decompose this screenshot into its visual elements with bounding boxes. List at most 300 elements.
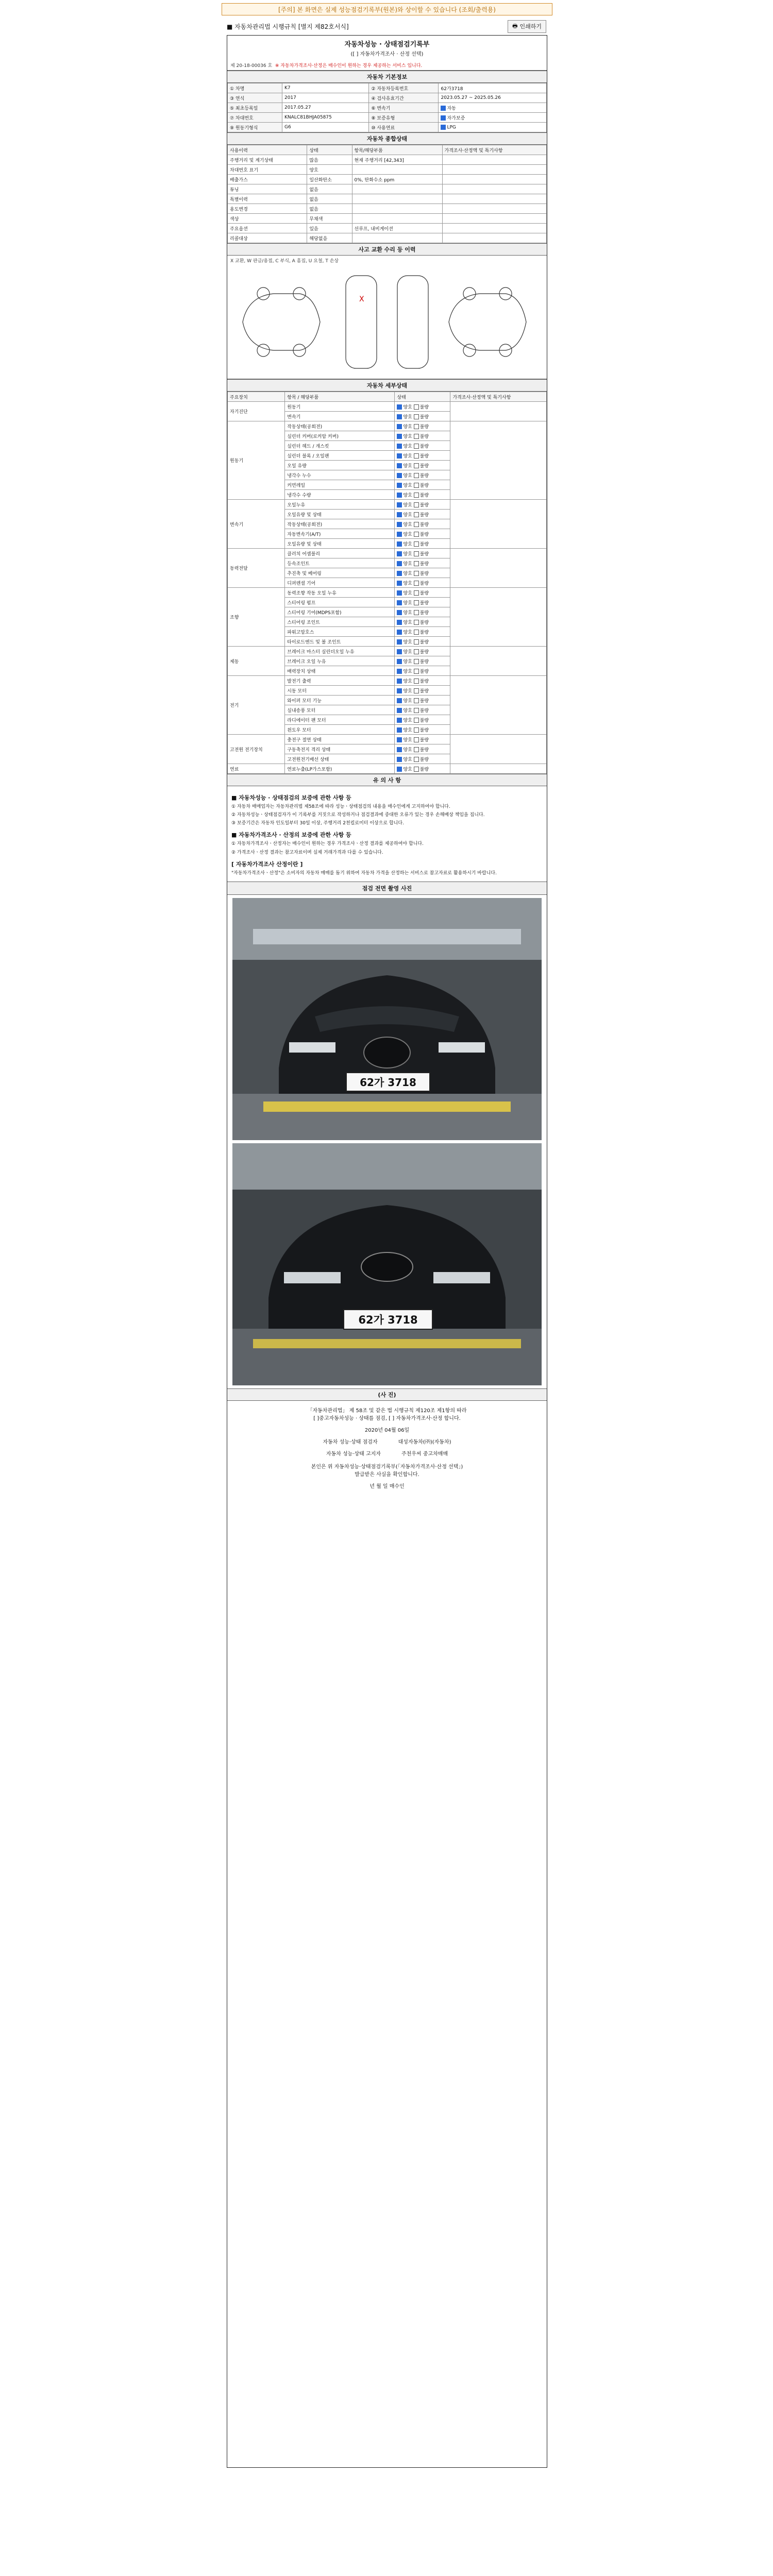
table-row <box>228 647 547 656</box>
doc-number-row <box>227 60 547 70</box>
state-good-label: 양호 <box>403 424 412 430</box>
doc-subtitle: ([ ] 자동차가격조사 · 산정 선택) <box>350 52 424 57</box>
table-row <box>228 175 547 184</box>
checkbox-icon <box>414 679 419 684</box>
detail-item: 스티어링 기어(MDPS포함) <box>285 607 395 617</box>
checkbox-icon <box>414 453 419 459</box>
status-cell: 0%, 탄화수소 ppm <box>352 175 442 184</box>
detail-item: 실린더 블록 / 오일팬 <box>285 451 395 461</box>
state-good-label: 양호 <box>403 414 412 420</box>
detail-group: 고전원 전기장치 <box>228 735 285 764</box>
front-photo-1 <box>232 898 542 1140</box>
state-good-label: 양호 <box>403 541 412 547</box>
detail-item: 클러치 어셈블리 <box>285 549 395 558</box>
state-bad-label: 불량 <box>419 414 429 420</box>
detail-state <box>395 705 450 715</box>
detail-item: 구동축전지 격리 상태 <box>285 744 395 754</box>
state-good-label: 양호 <box>403 757 412 762</box>
status-cell: 차대번호 표기 <box>228 165 307 175</box>
table-header-row <box>228 392 547 402</box>
accident-title: 사고 교환 수리 등 이력 <box>227 243 547 256</box>
checkbox-icon <box>414 698 419 703</box>
checkbox-icon <box>414 571 419 576</box>
signoff-foot: 발급받은 사실을 확인합니다. <box>355 1471 419 1478</box>
detail-item: 윈도우 모터 <box>285 725 395 735</box>
detail-state <box>395 549 450 558</box>
table-row <box>228 103 547 113</box>
basic-label: ⑨ 원동기형식 <box>228 123 282 132</box>
detail-state <box>395 715 450 725</box>
basic-label: ② 자동차등록번호 <box>369 83 439 93</box>
basic-label: ④ 검사유효기간 <box>369 93 439 103</box>
detail-item: 자동변속기(A/T) <box>285 529 395 539</box>
detail-remark <box>450 647 547 676</box>
detail-item: 스티어링 조인트 <box>285 617 395 627</box>
checkbox-icon <box>414 669 419 674</box>
checkbox-icon <box>414 463 419 468</box>
state-bad-label: 불량 <box>419 590 429 596</box>
table-row <box>228 500 547 510</box>
checkbox-icon <box>414 512 419 517</box>
state-good-label: 양호 <box>403 473 412 479</box>
status-cell: 리콜대상 <box>228 233 307 243</box>
state-good-label: 양호 <box>403 659 412 665</box>
signoff-line: 「자동차관리법」 제 58조 및 같은 법 시행규칙 제120조 제1항의 따라 <box>307 1408 467 1414</box>
detail-group: 자기진단 <box>228 402 285 421</box>
table-row <box>228 402 547 412</box>
checkbox-icon <box>397 541 402 547</box>
table-row <box>228 421 547 431</box>
state-good-label: 양호 <box>403 727 412 733</box>
status-cell: 상태 <box>307 145 352 155</box>
checkbox-icon <box>414 659 419 664</box>
basic-value: 2023.05.27 ~ 2025.05.26 <box>439 93 547 103</box>
detail-item: 냉각수 누수 <box>285 470 395 480</box>
status-cell: 무채색 <box>307 214 352 224</box>
state-bad-label: 불량 <box>419 659 429 665</box>
detail-item: 연료누출(LP가스포함) <box>285 764 395 774</box>
state-bad-label: 불량 <box>419 698 429 704</box>
detail-group: 전기 <box>228 676 285 735</box>
status-cell: 선루프, 내비게이션 <box>352 224 442 233</box>
notes-paragraph: ③ 보증기간은 자동차 인도일부터 30일 이상, 주행거리 2천킬로미터 이상으로 합니다. <box>231 821 404 826</box>
status-cell: 없음 <box>307 204 352 214</box>
checkbox-icon <box>397 698 402 703</box>
state-bad-label: 불량 <box>419 630 429 635</box>
detail-state <box>395 558 450 568</box>
table-row <box>228 204 547 214</box>
detail-item: 브레이크 오일 누유 <box>285 656 395 666</box>
state-bad-label: 불량 <box>419 473 429 479</box>
form-reference: ■ 자동차관리법 시행규칙 [별지 제82호서식] <box>227 23 349 30</box>
notes-paragraph: ① 자동차 매매업자는 자동차관리법 제58조에 따라 성능ㆍ상태점검의 내용을 매수인에게 고지하여야 합니다. <box>231 804 450 809</box>
checkbox-icon <box>414 639 419 645</box>
detail-state <box>395 490 450 500</box>
detail-state <box>395 568 450 578</box>
state-good-label: 양호 <box>403 512 412 518</box>
checkbox-icon <box>397 610 402 615</box>
checkbox-icon <box>397 708 402 713</box>
inspector-name: 대성자동차(㈜)(자동차) <box>398 1439 451 1445</box>
state-good-label: 양호 <box>403 620 412 625</box>
table-row <box>228 83 547 93</box>
basic-label: ⑩ 사용연료 <box>369 123 439 132</box>
checkbox-icon <box>414 581 419 586</box>
car-front-photo <box>232 898 542 1140</box>
state-bad-label: 불량 <box>419 757 429 762</box>
checkbox-icon <box>397 483 402 488</box>
status-cell: 해당없음 <box>307 233 352 243</box>
detail-state <box>395 735 450 744</box>
checkbox-icon <box>414 561 419 566</box>
basic-label: ③ 연식 <box>228 93 282 103</box>
state-bad-label: 불량 <box>419 444 429 449</box>
table-row <box>228 165 547 175</box>
state-bad-label: 불량 <box>419 502 429 508</box>
state-bad-label: 불량 <box>419 512 429 518</box>
detail-item: 디퍼렌셜 기어 <box>285 578 395 588</box>
car-rear-photo <box>232 1143 542 1385</box>
status-cell <box>442 165 546 175</box>
status-table <box>227 145 547 243</box>
detail-state <box>395 402 450 412</box>
status-cell <box>442 194 546 204</box>
state-good-label: 양호 <box>403 590 412 596</box>
checkbox-icon <box>397 444 402 449</box>
checkbox-icon <box>414 747 419 752</box>
detail-state <box>395 539 450 549</box>
detail-state <box>395 461 450 470</box>
checkbox-icon <box>414 404 419 410</box>
state-good-label: 양호 <box>403 453 412 459</box>
state-bad-label: 불량 <box>419 463 429 469</box>
basic-label: ① 차명 <box>228 83 282 93</box>
detail-state <box>395 676 450 686</box>
checkbox-icon <box>397 679 402 684</box>
signoff-row <box>231 1437 543 1445</box>
signoff-foot: 년 월 일 매수인 <box>369 1483 405 1489</box>
checkbox-icon <box>414 434 419 439</box>
basic-value: G6 <box>282 123 368 132</box>
state-bad-label: 불량 <box>419 581 429 586</box>
detail-remark <box>450 549 547 588</box>
state-good-label: 양호 <box>403 630 412 635</box>
basic-value: 자동 <box>439 103 547 113</box>
detail-state <box>395 598 450 607</box>
detail-item: 오일유량 및 상태 <box>285 510 395 519</box>
notes-title: 유 의 사 항 <box>227 774 547 786</box>
state-good-label: 양호 <box>403 639 412 645</box>
checkbox-icon <box>414 600 419 605</box>
state-good-label: 양호 <box>403 532 412 537</box>
basic-value: 62가3718 <box>439 83 547 93</box>
state-good-label: 양호 <box>403 708 412 714</box>
doc-title-block <box>227 36 547 71</box>
checkbox-icon <box>414 424 419 429</box>
detail-item: 동력조향 작동 오일 누유 <box>285 588 395 598</box>
detail-state <box>395 656 450 666</box>
state-bad-label: 불량 <box>419 434 429 439</box>
status-cell <box>352 184 442 194</box>
checkbox-icon <box>397 669 402 674</box>
detail-item: 작동상태(공회전) <box>285 421 395 431</box>
table-row <box>228 214 547 224</box>
detail-item: 원동기 <box>285 402 395 412</box>
state-bad-label: 불량 <box>419 649 429 655</box>
checkbox-icon <box>414 708 419 713</box>
detail-state <box>395 500 450 510</box>
doc-number-note: ※ 자동차가격조사·산정은 매수인이 원하는 경우 제공하는 서비스 입니다. <box>275 63 423 69</box>
state-bad-label: 불량 <box>419 727 429 733</box>
checkbox-icon <box>414 620 419 625</box>
basic-value: 2017.05.27 <box>282 103 368 113</box>
status-cell <box>442 224 546 233</box>
state-good-label: 양호 <box>403 698 412 704</box>
basic-value: 2017 <box>282 93 368 103</box>
checkbox-icon <box>414 502 419 507</box>
detail-state <box>395 637 450 647</box>
state-good-label: 양호 <box>403 718 412 723</box>
state-good-label: 양호 <box>403 444 412 449</box>
detail-state <box>395 588 450 598</box>
basic-label: ⑤ 최초등록일 <box>228 103 282 113</box>
checkbox-icon <box>441 106 446 111</box>
status-cell <box>352 233 442 243</box>
checkbox-icon <box>414 532 419 537</box>
status-cell: 용도변경 <box>228 204 307 214</box>
state-good-label: 양호 <box>403 688 412 694</box>
detail-item: 오일유량 및 상태 <box>285 539 395 549</box>
detail-remark <box>450 764 547 774</box>
status-cell <box>442 233 546 243</box>
basic-label: ⑥ 변속기 <box>369 103 439 113</box>
state-bad-label: 불량 <box>419 767 429 772</box>
car-outline-icon <box>227 265 546 379</box>
state-bad-label: 불량 <box>419 522 429 528</box>
detail-state <box>395 666 450 676</box>
status-cell: 특별이력 <box>228 194 307 204</box>
basic-label: ⑦ 차대번호 <box>228 113 282 123</box>
checkbox-icon <box>414 444 419 449</box>
status-cell: 항목/해당부품 <box>352 145 442 155</box>
checkbox-icon <box>397 434 402 439</box>
status-cell: 현재 주행거리 [42,343] <box>352 155 442 165</box>
checkbox-icon <box>397 502 402 507</box>
detail-remark <box>450 735 547 764</box>
state-good-label: 양호 <box>403 669 412 674</box>
checkbox-icon <box>414 688 419 693</box>
checkbox-icon <box>397 493 402 498</box>
detail-item: 라디에이터 팬 모터 <box>285 715 395 725</box>
table-row <box>228 145 547 155</box>
checkbox-icon <box>414 767 419 772</box>
inspector-label: 자동차 성능·상태 점검자 <box>323 1439 378 1445</box>
detail-item: 충전구 절연 상태 <box>285 735 395 744</box>
detail-group: 변속기 <box>228 500 285 549</box>
detail-item: 오일 유량 <box>285 461 395 470</box>
checkbox-icon <box>414 757 419 762</box>
notifier-label: 자동차 성능·상태 고지자 <box>326 1451 381 1457</box>
notes-heading: ■ 자동차가격조사 · 산정의 보증에 관한 사항 등 <box>231 832 351 839</box>
detail-state <box>395 696 450 705</box>
print-button[interactable] <box>508 20 546 33</box>
notes-heading: [ 자동차가격조사 산정이란 ] <box>231 860 303 868</box>
checkbox-icon <box>414 630 419 635</box>
checkbox-icon <box>397 630 402 635</box>
checkbox-icon <box>397 659 402 664</box>
detail-item: 작동상태(공회전) <box>285 519 395 529</box>
table-row <box>228 113 547 123</box>
state-bad-label: 불량 <box>419 541 429 547</box>
state-bad-label: 불량 <box>419 737 429 743</box>
status-title: 자동차 종합상태 <box>227 132 547 145</box>
checkbox-icon <box>414 551 419 556</box>
checkbox-icon <box>414 473 419 478</box>
basic-value: LPG <box>439 123 547 132</box>
checkbox-icon <box>397 551 402 556</box>
detail-state <box>395 725 450 735</box>
inspection-record <box>227 35 547 2468</box>
column-header: 항목 / 해당부품 <box>285 392 395 402</box>
checkbox-icon <box>397 747 402 752</box>
detail-remark <box>450 421 547 500</box>
table-row <box>228 155 547 165</box>
checkbox-icon <box>414 522 419 527</box>
detail-item: 타이로드엔드 및 볼 조인트 <box>285 637 395 647</box>
status-cell <box>352 214 442 224</box>
state-good-label: 양호 <box>403 404 412 410</box>
notes-paragraph: ② 자동차성능ㆍ상태점검자가 이 기록부를 거짓으로 작성하거나 점검결과에 중대한 오류가 있는 경우 손해배상 책임을 집니다. <box>231 812 485 818</box>
state-good-label: 양호 <box>403 434 412 439</box>
state-good-label: 양호 <box>403 463 412 469</box>
state-bad-label: 불량 <box>419 571 429 577</box>
checkbox-icon <box>414 493 419 498</box>
state-good-label: 양호 <box>403 679 412 684</box>
state-good-label: 양호 <box>403 522 412 528</box>
detail-item: 냉각수 수량 <box>285 490 395 500</box>
detail-state <box>395 451 450 461</box>
status-cell: 배출가스 <box>228 175 307 184</box>
table-row <box>228 123 547 132</box>
state-bad-label: 불량 <box>419 532 429 537</box>
detail-remark <box>450 402 547 421</box>
checkbox-icon <box>397 473 402 478</box>
state-good-label: 양호 <box>403 493 412 498</box>
svg-text:X: X <box>359 295 364 303</box>
checkbox-icon <box>414 541 419 547</box>
checkbox-icon <box>397 649 402 654</box>
checkbox-icon <box>397 590 402 596</box>
notes-paragraph: "자동차가격조사ㆍ산정"은 소비자의 자동차 매매를 돕기 위하여 자동차 가격을 산정하는 서비스로 참고자료로 활용하시기 바랍니다. <box>231 870 497 876</box>
basic-info-title: 자동차 기본정보 <box>227 71 547 83</box>
status-cell: 튜닝 <box>228 184 307 194</box>
detail-state <box>395 686 450 696</box>
detail-item: 발전기 출력 <box>285 676 395 686</box>
status-cell: 없음 <box>307 194 352 204</box>
state-good-label: 양호 <box>403 600 412 606</box>
detail-state <box>395 431 450 441</box>
status-cell: 양호 <box>307 165 352 175</box>
detail-state <box>395 647 450 656</box>
checkbox-icon <box>397 757 402 762</box>
checkbox-icon <box>397 620 402 625</box>
detail-item: 브레이크 마스터 실린더오일 누유 <box>285 647 395 656</box>
detail-state <box>395 480 450 490</box>
front-photo-2 <box>232 1143 542 1385</box>
status-cell: 사용이력 <box>228 145 307 155</box>
detail-state <box>395 441 450 451</box>
state-good-label: 양호 <box>403 581 412 586</box>
state-good-label: 양호 <box>403 483 412 488</box>
checkbox-icon <box>414 483 419 488</box>
status-cell: 색상 <box>228 214 307 224</box>
state-bad-label: 불량 <box>419 747 429 753</box>
state-bad-label: 불량 <box>419 669 429 674</box>
table-row <box>228 735 547 744</box>
detail-state <box>395 470 450 480</box>
checkbox-icon <box>414 727 419 733</box>
status-cell: 일산화탄소 <box>307 175 352 184</box>
detail-title: 자동차 세부상태 <box>227 379 547 392</box>
checkbox-icon <box>397 404 402 410</box>
document-header <box>227 21 546 32</box>
detail-state <box>395 529 450 539</box>
state-good-label: 양호 <box>403 747 412 753</box>
checkbox-icon <box>397 718 402 723</box>
status-cell <box>352 204 442 214</box>
basic-info-table <box>227 83 547 132</box>
detail-state <box>395 607 450 617</box>
table-row <box>228 233 547 243</box>
table-row <box>228 676 547 686</box>
print-label: 인쇄하기 <box>519 23 542 30</box>
state-bad-label: 불량 <box>419 620 429 625</box>
table-row <box>228 224 547 233</box>
checkbox-icon <box>397 581 402 586</box>
state-bad-label: 불량 <box>419 424 429 430</box>
table-row <box>228 184 547 194</box>
status-cell <box>352 165 442 175</box>
checkbox-icon <box>397 688 402 693</box>
state-bad-label: 불량 <box>419 551 429 557</box>
status-cell: 많음 <box>307 155 352 165</box>
checkbox-icon <box>441 125 446 130</box>
detail-item: 와이퍼 모터 기능 <box>285 696 395 705</box>
notes-heading: ■ 자동차성능 · 상태점검의 보증에 관한 사항 등 <box>231 794 351 801</box>
detail-table <box>227 392 547 774</box>
state-bad-label: 불량 <box>419 453 429 459</box>
detail-state <box>395 510 450 519</box>
signoff-line: [ ]중고자동차성능 · 상태를 점검, [ ] 자동차가격조사·산정 합니다. <box>313 1415 461 1421</box>
printer-icon: 🖶 <box>512 22 518 29</box>
checkbox-icon <box>397 463 402 468</box>
detail-item: 스티어링 펌프 <box>285 598 395 607</box>
signoff-foot: 본인은 위 자동차성능·상태점검기록부(「자동차가격조사·산정 선택」) <box>311 1464 463 1470</box>
photo-caption: (사 진) <box>227 1388 547 1401</box>
license-plate: 62가 3718 <box>346 1072 430 1092</box>
table-row <box>228 549 547 558</box>
state-bad-label: 불량 <box>419 561 429 567</box>
detail-state <box>395 754 450 764</box>
checkbox-icon <box>414 414 419 419</box>
notes-paragraph: ② 가격조사ㆍ산정 결과는 참고자료이며 실제 거래가격과 다를 수 있습니다. <box>231 850 383 855</box>
checkbox-icon <box>397 414 402 419</box>
checkbox-icon <box>397 600 402 605</box>
detail-item: 실내송풍 모터 <box>285 705 395 715</box>
detail-group: 연료 <box>228 764 285 774</box>
state-bad-label: 불량 <box>419 718 429 723</box>
top-notice-banner <box>222 3 552 15</box>
